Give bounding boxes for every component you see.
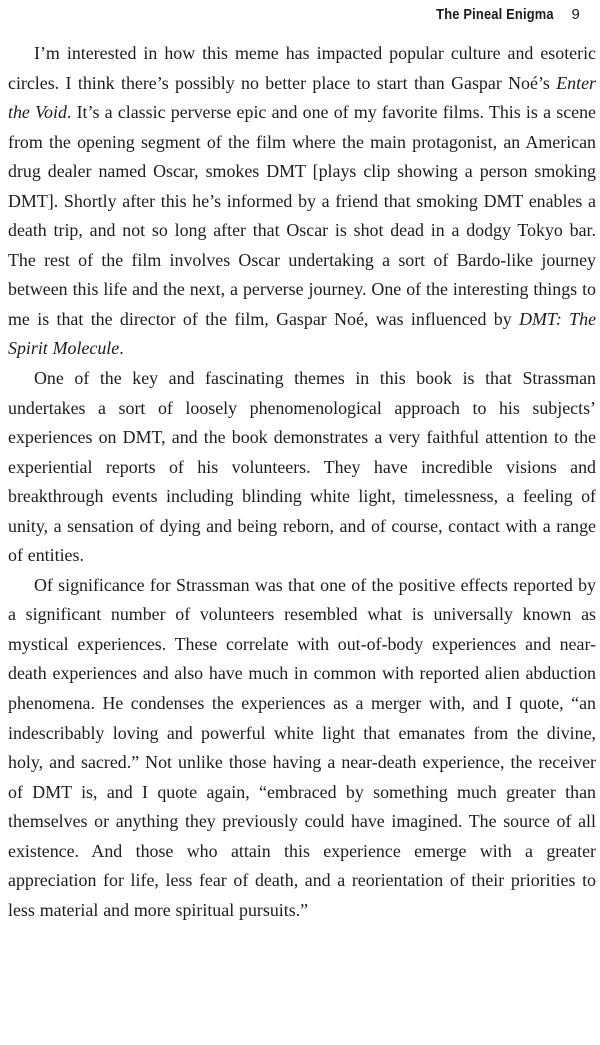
text-run: One of the key and fascinating themes in this book is that Strassman undertakes a sort of loosely phenomenological approach to his subjects’ experiences on DMT, and the book demonstrates a very faithful attention to the experiential reports of his volunteers. They have incredible visions and breakthrough events including blinding white light, timelessness, a feeling of unity, a sensation of dying and being reborn, and of course, contact with a range of entities.: [8, 368, 596, 566]
page-number: 9: [571, 6, 580, 23]
text-run: . It’s a classic perverse epic and one of my favorite films. This is a scene from the opening segment of the film where the main protagonist, an American drug dealer named Oscar, smokes DMT [plays clip showing a person smoking DMT]. Shortly after this he’s informed by a friend that smoking DMT enables a death trip, and not so long after that Oscar is shot dead in a dodgy Tokyo bar. The rest of the film involves Oscar undertaking a sort of Bardo-like journey between this life and the next, a perverse journey. One of the interesting things to me is that the director of the film, Gaspar Noé, was influenced by: [8, 102, 596, 329]
running-head: [417, 6, 580, 23]
book-title: DMT: The Spirit Molecule: [8, 308, 597, 359]
text-run: I’m interested in how this meme has impacted popular culture and esoteric circles. I think there’s possibly no better place to start than Gaspar Noé’s: [8, 43, 596, 93]
body-text: [8, 39, 596, 925]
running-head-title: The Pineal Enigma: [435, 6, 554, 23]
paragraph-3: [8, 571, 596, 926]
film-title: Enter the Void: [8, 72, 596, 123]
text-run: .: [119, 338, 124, 359]
paragraph-2: [8, 364, 596, 571]
paragraph-1: [8, 39, 596, 364]
text-run: Of significance for Strassman was that one of the positive effects reported by a significant number of volunteers resembled what is universally known as mystical experiences. These correlate with out-of-body experiences and near-death experiences and also have much in common with reported alien abduction phenomena. He condenses the experiences as a merger with, and I quote, “an indescribably loving and powerful white light that emanates from the divine, holy, and sacred.” Not unlike those having a near-death experience, the receiver of DMT is, and I quote again, “embraced by something much greater than themselves or anything they previously could have imagined. The source of all existence. And those who attain this experience emerge with a greater appreciation for life, less fear of death, and a reorientation of their priorities to less material and more spiritual pursuits.”: [8, 574, 596, 920]
